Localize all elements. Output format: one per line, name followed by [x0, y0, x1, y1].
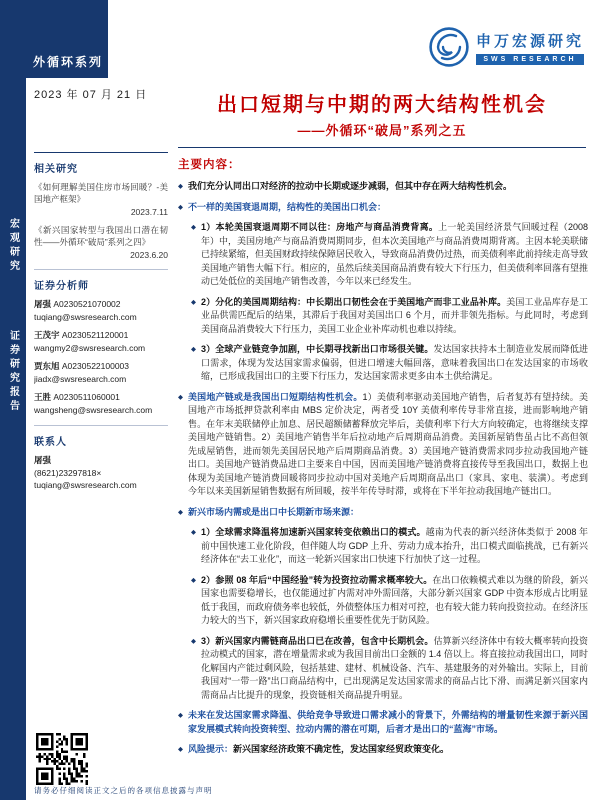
bullet-diamond-icon — [191, 526, 196, 567]
bullet-diamond-icon — [178, 743, 183, 757]
analyst-name: 王茂宇 — [34, 330, 60, 340]
left-vertical-strip — [0, 0, 26, 800]
related-research-text: 《如何理解美国住房市场回暖？-美国地产框架》 — [34, 182, 168, 204]
contact-entry — [34, 454, 168, 492]
content-bullet: ◆ 1）全球需求降温将加速新兴国家转变依赖出口的模式。越南为代表的新兴经济体类似于 2008 年前中国快速工业化阶段，但伴随人均 GDP 上升、劳动力成本抬升，出口模式面临挑战，已有新兴经济体在“去工业化”，而这一轮新兴国家出口快速下行加快了这一过程。 — [191, 526, 588, 567]
related-research-item — [34, 181, 168, 217]
brand-name-cn: 申万宏源研究 — [475, 32, 584, 50]
brand-text — [476, 30, 584, 65]
related-research-heading: 相关研究 — [34, 164, 78, 175]
strip-label-securities-report: 证券研究报告 — [7, 330, 19, 414]
bullet-diamond-icon — [178, 201, 183, 215]
content-bullet: ◆ 1）本轮美国衰退周期不同以往：房地产与商品消费背离。上一轮美国经济景气回暖过程（2008 年）中，美国房地产与商品消费周期同步，但本次美国地产与商品消费周期背离。主因本轮美联储已持续紧缩，但美国财政持续保障居民收入，导致商品消费仍过热，而美债利率此前持续走高导致美国地产销售大幅下行。相应的，虽然后续美国商品消费有较大下行压力，但美债利率回落有望推动已处低位的美国地产销售改善，今年以来已经发生。 — [191, 221, 588, 289]
analyst-entry — [34, 360, 168, 385]
content-bullet: ◆ 美国地产链或是我国出口短期结构性机会。1）美债利率驱动美国地产销售，后者复苏有望持续。美国地产市场抵押贷款利率由 MBS 定价决定，两者受 10Y 美债利率传导非常直接，进而影响地产销售。在年末美联储停止加息、居民超额储蓄释放完毕后，美债利率下行大方向较确定，也将继续支撑美国地产链销售。2）美国地产销售半年后拉动地产后周期商品消费。美国新屋销售虽占比不高但领先成屋销售，进而领先美国居民地产后周期商品消费。3）美国地产链消费需求同步拉动我国地产链出口。美国地产链消费品进口主要来自中国，因而美国地产链消费将直接传导至我国出口，数据上也体现为美国地产链消费回暖将同步拉动中国对美地产后周期商品出口（家具、家电、装潢）。考虑到今年以来美国新屋销售数据有所回暖，按半年传导时滞，或将在下半年拉动我国地产链出口。 — [178, 391, 588, 499]
bullet-diamond-icon — [191, 221, 196, 289]
analyst-entry — [34, 391, 168, 416]
brand-name-en: SWS RESEARCH — [476, 54, 584, 65]
qr-code — [36, 733, 88, 785]
contact-email: tuqiang@swsresearch.com — [34, 480, 137, 490]
content-bullet: ◆ 新兴市场内需或是出口中长期新市场来源： — [178, 506, 588, 520]
report-subtitle: ——外循环“破局”系列之五 — [297, 123, 467, 138]
analyst-email: jiadx@swsresearch.com — [34, 373, 127, 384]
analyst-id: A0230521120001 — [61, 330, 129, 340]
analyst-entry — [34, 298, 168, 323]
report-date: 2023 年 07 月 21 日 — [34, 89, 148, 101]
content-bullet: ◆ 3）全球产业链竞争加剧，中长期寻找新出口市场很关键。发达国家扶持本土制造业发展而降低进口需求，体现为发达国家需求偏弱，但进口增速大幅回落，意味着我国出口在发达国家的市场收缩，已形成我国出口的主要下行压力，发达国家需求更多由本土供给满足。 — [191, 343, 588, 384]
content-bullet: ◆ 未来在发达国家需求降温、供给竞争导致进口需求减小的背景下，外需结构的增量韧性来源于新兴国家发展模式转向投资转型、拉动内需的潜在可期，后者才是出口的“蓝海”市场。 — [178, 709, 588, 736]
content-bullet: ◆ 不一样的美国衰退周期，结构性的美国出口机会： — [178, 201, 588, 215]
content-bullet: ◆ 2）分化的美国周期结构：中长期出口韧性会在于美国地产而非工业品补库。美国工业品库存是工业品供需匹配后的结果，其滞后于我国对美国出口 6 个月，而并非领先指标。与此同时，考虑到美国商品消费较大下行压力，美国工业企业补库动机也难以持续。 — [191, 296, 588, 337]
analyst-email: wangmy2@swsresearch.com — [34, 342, 146, 353]
analyst-name: 王胜 — [34, 392, 52, 402]
report-body — [178, 156, 588, 784]
bullet-diamond-icon — [191, 296, 196, 337]
bullet-diamond-icon — [178, 180, 183, 194]
bullet-diamond-icon — [178, 709, 183, 736]
content-bullet: ◆ 我们充分认同出口对经济的拉动中长期或逐步减弱，但其中存在两大结构性机会。 — [178, 180, 588, 194]
bullet-diamond-icon — [191, 343, 196, 384]
related-research-item — [34, 224, 168, 260]
report-title: 出口短期与中期的两大结构性机会 — [217, 94, 547, 116]
analyst-id: A0230511060001 — [53, 392, 120, 402]
report-info-column — [34, 152, 168, 727]
content-bullet: ◆ 3）新兴国家内需链商品出口已在改善，包含中长期机会。估算新兴经济体中有较大概率转向投资拉动模式的国家，潜在增量需求或为我国目前出口金额的 1.4 倍以上。将直接拉动我国出口，同时化解国内产能过剩风险，包括基建、建材、机械设备、汽车、基建服务的对外输出。实际上，目前我国对“一带一路”出口商品结构中，已出现满足发达国家需求的商品占比下滑、而满足新兴国家内需商品占比提升的现象，投资链相关商品提升明显。 — [191, 635, 588, 703]
bullet-diamond-icon — [178, 506, 183, 520]
contact-phone: (8621)23297818× — [34, 467, 102, 478]
analyst-entry — [34, 329, 168, 354]
title-divider — [178, 147, 586, 148]
analysts-heading: 证券分析师 — [34, 269, 168, 292]
contact-name: 屠强 — [34, 455, 52, 465]
analyst-email: tuqiang@swsresearch.com — [34, 311, 137, 322]
series-banner — [0, 0, 108, 78]
main-content-heading: 主要内容： — [178, 159, 241, 171]
series-label: 外循环系列 — [33, 55, 104, 69]
analyst-id: A0230521070002 — [53, 299, 121, 309]
analyst-name: 屠强 — [34, 299, 52, 309]
content-bullet: ◆ 2）参照 08 年后“中国经验”转为投资拉动需求概率较大。在出口依赖模式难以为继的阶段，新兴国家也需要稳增长，也仅能通过扩内需对冲外需回落，大部分新兴国家 GDP 中资本形成占比明显低于我国，而政府债务率也较低，外债整体压力相对可控，也有较大能力转向投资拉动。在经济压力较大的当下，新兴国家政府稳增长重要性优先于防风险。 — [191, 574, 588, 628]
strip-label-macro-research: 宏观研究 — [7, 218, 19, 274]
analyst-name: 贾东旭 — [34, 361, 60, 371]
sws-logo-icon — [429, 27, 469, 67]
bullet-diamond-icon — [191, 574, 196, 628]
contact-heading: 联系人 — [34, 425, 168, 448]
related-research-date: 2023.7.11 — [130, 207, 168, 217]
bullet-diamond-icon — [178, 391, 183, 499]
brand-logo — [429, 27, 584, 67]
footer-disclaimer: 请务必仔细阅读正文之后的各项信息披露与声明 — [34, 786, 213, 795]
analyst-id: A0230522100003 — [61, 361, 130, 371]
related-research-text: 《新兴国家转型与我国出口潜在韧性——外循环“破局”系列之四》 — [34, 225, 168, 247]
related-research-date: 2023.6.20 — [130, 250, 168, 260]
analyst-email: wangsheng@swsresearch.com — [34, 404, 153, 415]
content-bullet: ◆ 风险提示：新兴国家经济政策不确定性，发达国家经贸政策变化。 — [178, 743, 588, 757]
bullet-diamond-icon — [191, 635, 196, 703]
